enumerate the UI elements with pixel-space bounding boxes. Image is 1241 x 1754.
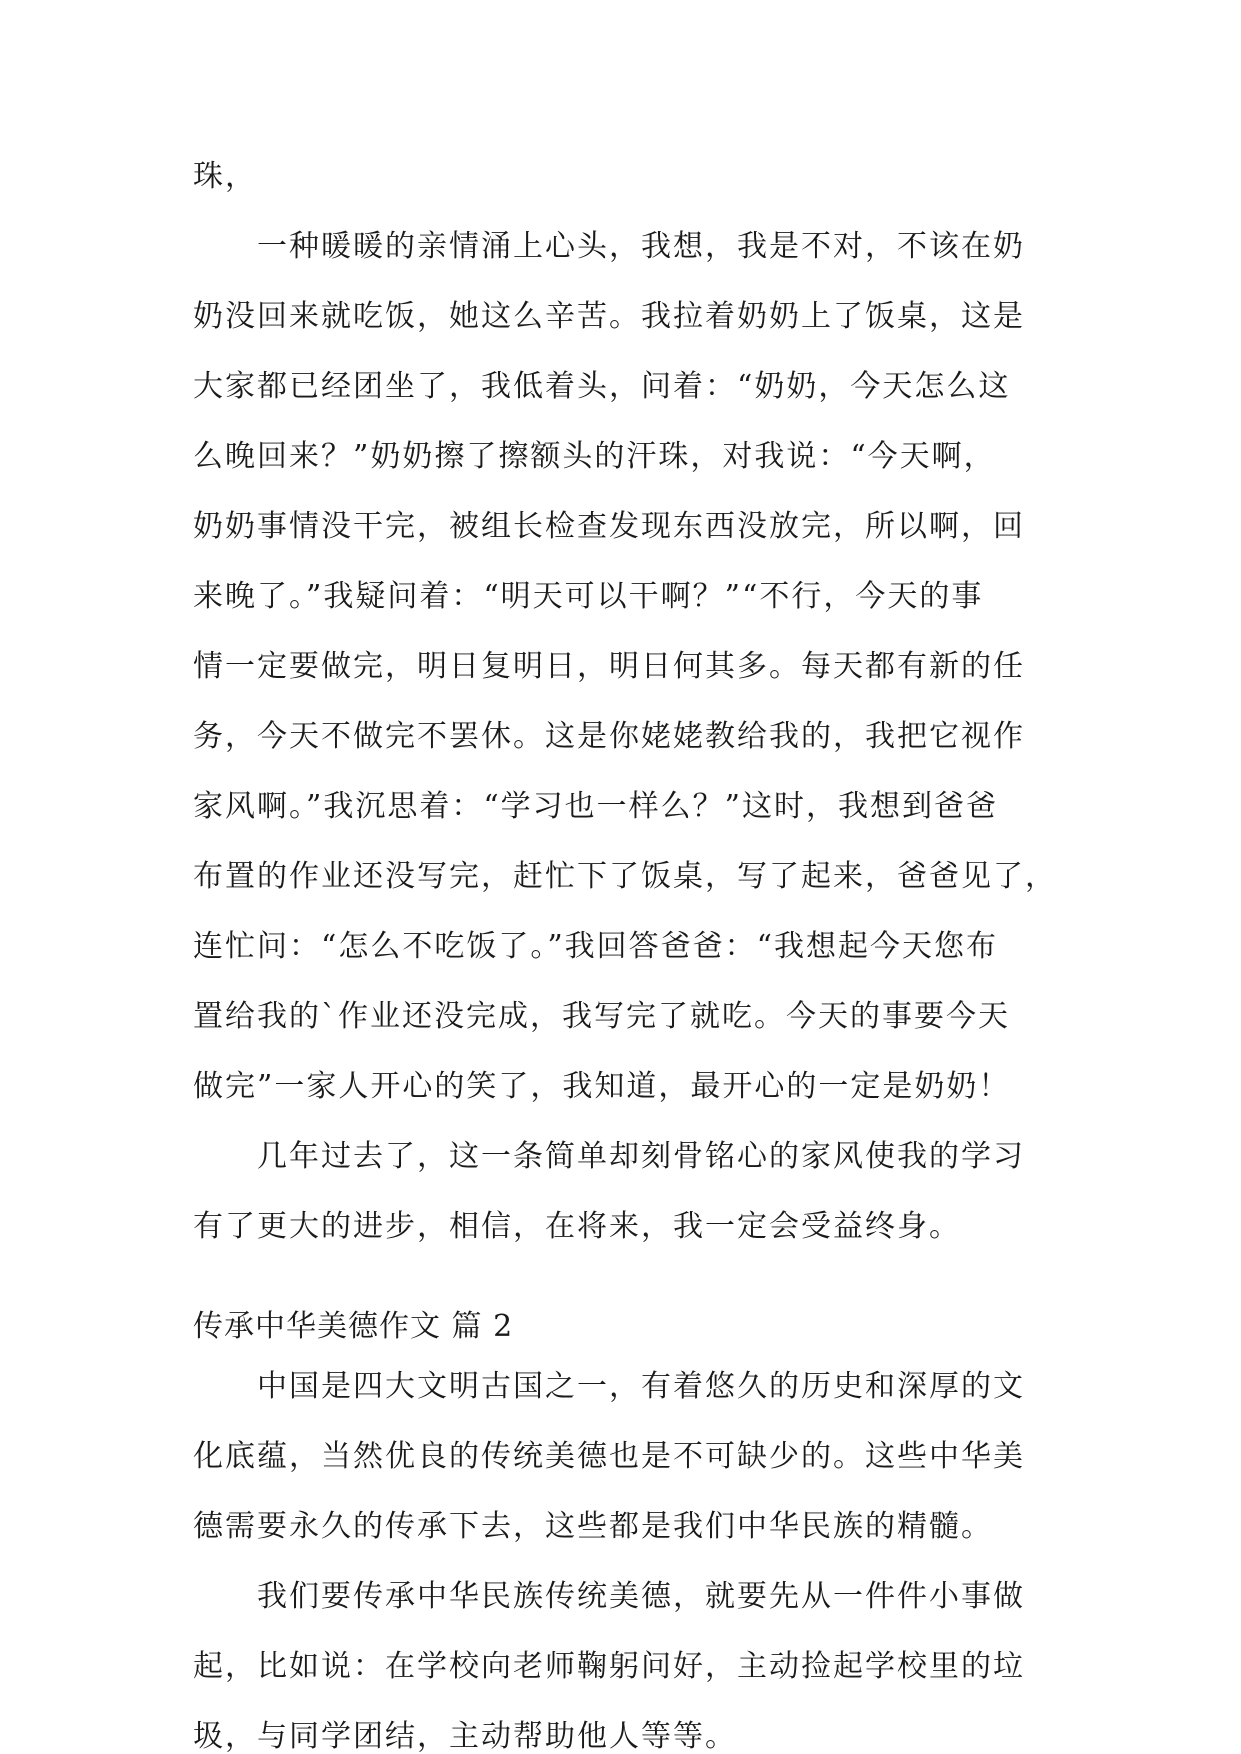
text-line: 做完”一家人开心的笑了，我知道，最开心的一定是奶奶！ <box>193 1069 1011 1104</box>
text-line: 中国是四大文明古国之一，有着悠久的历史和深厚的文 <box>193 1369 1025 1404</box>
text-line: 德需要永久的传承下去，这些都是我们中华民族的精髓。 <box>193 1509 993 1544</box>
text-line: 我们要传承中华民族传统美德，就要先从一件件小事做 <box>193 1579 1025 1614</box>
section-title: 传承中华美德作文 篇 2 <box>193 1309 514 1344</box>
text-line: 几年过去了，这一条简单却刻骨铭心的家风使我的学习 <box>193 1139 1025 1174</box>
text-line: 珠， <box>193 159 257 194</box>
text-line: 奶奶事情没干完，被组长检查发现东西没放完，所以啊，回 <box>193 509 1025 544</box>
text-line: 情一定要做完，明日复明日，明日何其多。每天都有新的任 <box>193 649 1025 684</box>
text-line: 来晚了。”我疑问着：“明天可以干啊？”“不行，今天的事 <box>193 579 984 614</box>
text-line: 家风啊。”我沉思着：“学习也一样么？”这时，我想到爸爸 <box>193 789 999 824</box>
text-line: 么晚回来？”奶奶擦了擦额头的汗珠，对我说：“今天啊， <box>193 439 996 474</box>
text-line: 一种暖暖的亲情涌上心头，我想，我是不对，不该在奶 <box>193 229 1025 264</box>
text-line: 圾，与同学团结，主动帮助他人等等。 <box>193 1719 737 1754</box>
document-body <box>193 159 1057 1754</box>
text-line: 有了更大的进步，相信，在将来，我一定会受益终身。 <box>193 1209 961 1244</box>
text-line: 奶没回来就吃饭，她这么辛苦。我拉着奶奶上了饭桌，这是 <box>193 299 1025 334</box>
text-line: 化底蕴，当然优良的传统美德也是不可缺少的。这些中华美 <box>193 1439 1025 1474</box>
text-line: 大家都已经团坐了，我低着头，问着：“奶奶，今天怎么这 <box>193 369 1011 404</box>
text-line: 连忙问：“怎么不吃饭了。”我回答爸爸：“我想起今天您布 <box>193 929 999 964</box>
text-line: 务，今天不做完不罢休。这是你姥姥教给我的，我把它视作 <box>193 719 1025 754</box>
text-line: 起，比如说：在学校向老师鞠躬问好，主动捡起学校里的垃 <box>193 1649 1025 1684</box>
text-line: 布置的作业还没写完，赶忙下了饭桌，写了起来，爸爸见了， <box>193 859 1057 894</box>
text-line: 置给我的`作业还没完成，我写完了就吃。今天的事要今天 <box>193 999 1010 1034</box>
